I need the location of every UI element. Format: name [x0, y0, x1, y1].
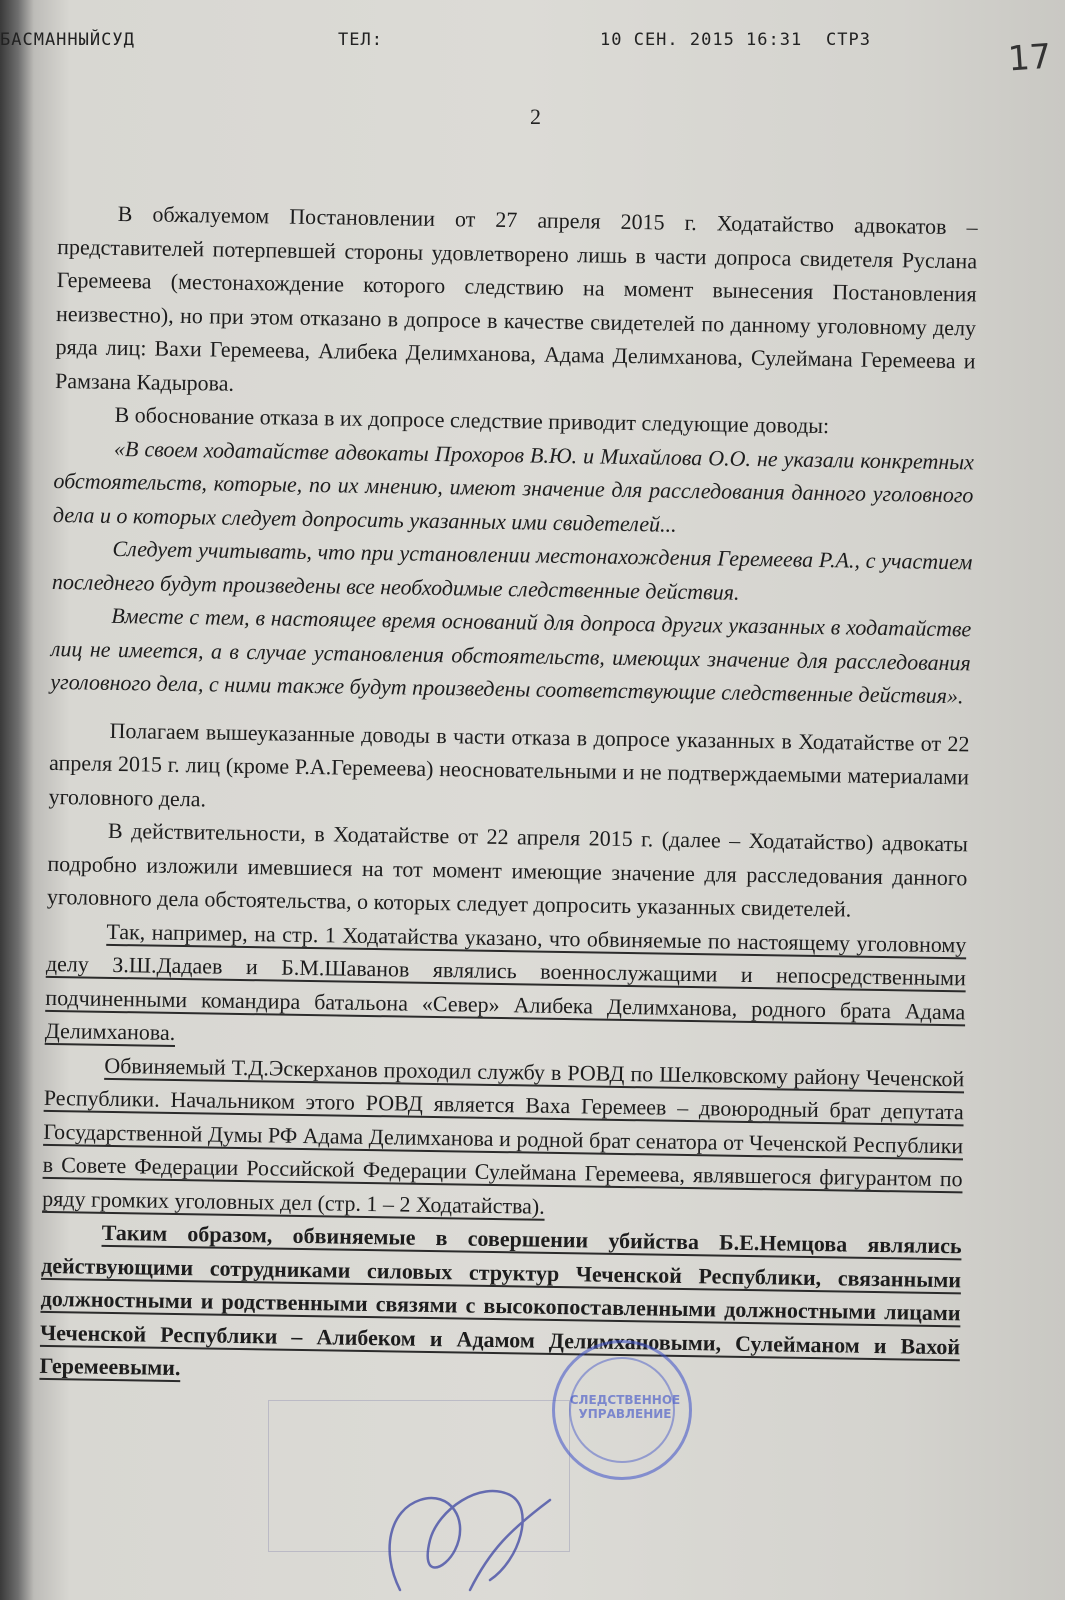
- seal-text: СЛЕДСТВЕННОЕ УПРАВЛЕНИЕ: [569, 1393, 681, 1421]
- fax-phone-label: ТЕЛ:: [338, 30, 383, 50]
- fax-datetime: 10 СЕН. 2015 16:31: [600, 30, 803, 50]
- paragraph-in-reality: В действительности, в Ходатайстве от 22 апреля 2015 г. (далее – Ходатайство) адвокаты подробно изложили имевшиеся на тот момент имеющие значение для расследования данного уголовного дела обстоятельства, о которых следует допросить указанных свидетелей.: [46, 817, 969, 922]
- paragraph-eskerkhanov: Обвиняемый Т.Д.Эскерханов проходил службу в РОВД по Шелковскому району Чеченской Республики. Начальником этого РОВД является Ваха Геремеев – двоюродный брат депутата Государственной Думы РФ Адама Делимханова и родной брат сенатора от Чеченской Республики в Совете Федерации Российской Федерации Сулеймана Геремеева, являвшегося фигурантом по ряду громких уголовных дел (стр. 1 – 2 Ходатайства).: [42, 1052, 965, 1219]
- paragraph-example-page1: Так, например, на стр. 1 Ходатайства указано, что обвиняемые по настоящему уголовному делу З.Ш.Дадаев и Б.М.Шаванов являлись военнослужащими и непосредственными подчиненными командира батальона «Север» Алибека Делимханова, родного брата Адама Делимханова.: [44, 918, 967, 1045]
- quote-paragraph-2: Следует учитывать, что при установлении местонахождения Геремеева Р.А., с участием последнего будут произведены все необходимые следственные действия.: [51, 535, 973, 605]
- page-number: 2: [530, 104, 541, 129]
- paragraph-objection: Полагаем вышеуказанные доводы в части отказа в допросе указанных в Ходатайстве от 22 апреля 2015 г. лиц (кроме Р.А.Геремеева) неосновательными и не подтверждаемыми материалами уголовного дела.: [48, 717, 970, 811]
- document-body: [39, 196, 978, 1397]
- paragraph-ruling-summary: В обжалуемом Постановлении от 27 апреля 2015 г. Ходатайство адвокатов – представителей потерпевшей стороны удовлетворено лишь в части допроса свидетеля Руслана Геремеева (местонахождение которого следствию на момент вынесения Постановления неизвестно), но при этом отказано в допросе в качестве свидетелей по данному уголовному делу ряда лиц: Вахи Геремеева, Алибека Делимханова, Адама Делимханова, Сулеймана Геремеева и Рамзана Кадырова.: [54, 200, 978, 396]
- handwritten-page-number: 17: [1006, 36, 1053, 80]
- quote-paragraph-3: Вместе с тем, в настоящее время оснований для допроса других указанных в ходатайстве лиц не имеется, а в случае установления обстоятельств, имеющих значение для расследования уголовного дела, с ними также будут произведены соответствующие следственные действия».: [50, 602, 972, 709]
- paragraph-reasons-intro: В обоснование отказа в их допросе следствие приводит следующие доводы:: [114, 401, 830, 439]
- fax-court-name: БАСМАННЫЙСУД: [0, 30, 135, 50]
- signature: [360, 1440, 580, 1600]
- fax-header: [0, 30, 1000, 54]
- fax-page-label: СТР3: [826, 30, 871, 50]
- paragraph-conclusion: Таким образом, обвиняемые в совершении убийства Б.Е.Немцова являлись действующими сотрудниками силовых структур Чеченской Республики, связанными должностными и родственными связями с высокопоставленными должностными лицами Чеченской Республики – Алибеком и Адамом Делимхановыми, Сулейманом и Вахой Геремеевыми.: [39, 1219, 962, 1381]
- quote-paragraph-1: «В своем ходатайстве адвокаты Прохоров В.Ю. и Михайлова О.О. не указали конкретных обстоятельств, которые, по их мнению, имеют значение для расследования данного уголовного дела и о которых следует допросить указанных ими свидетелей...: [52, 435, 975, 537]
